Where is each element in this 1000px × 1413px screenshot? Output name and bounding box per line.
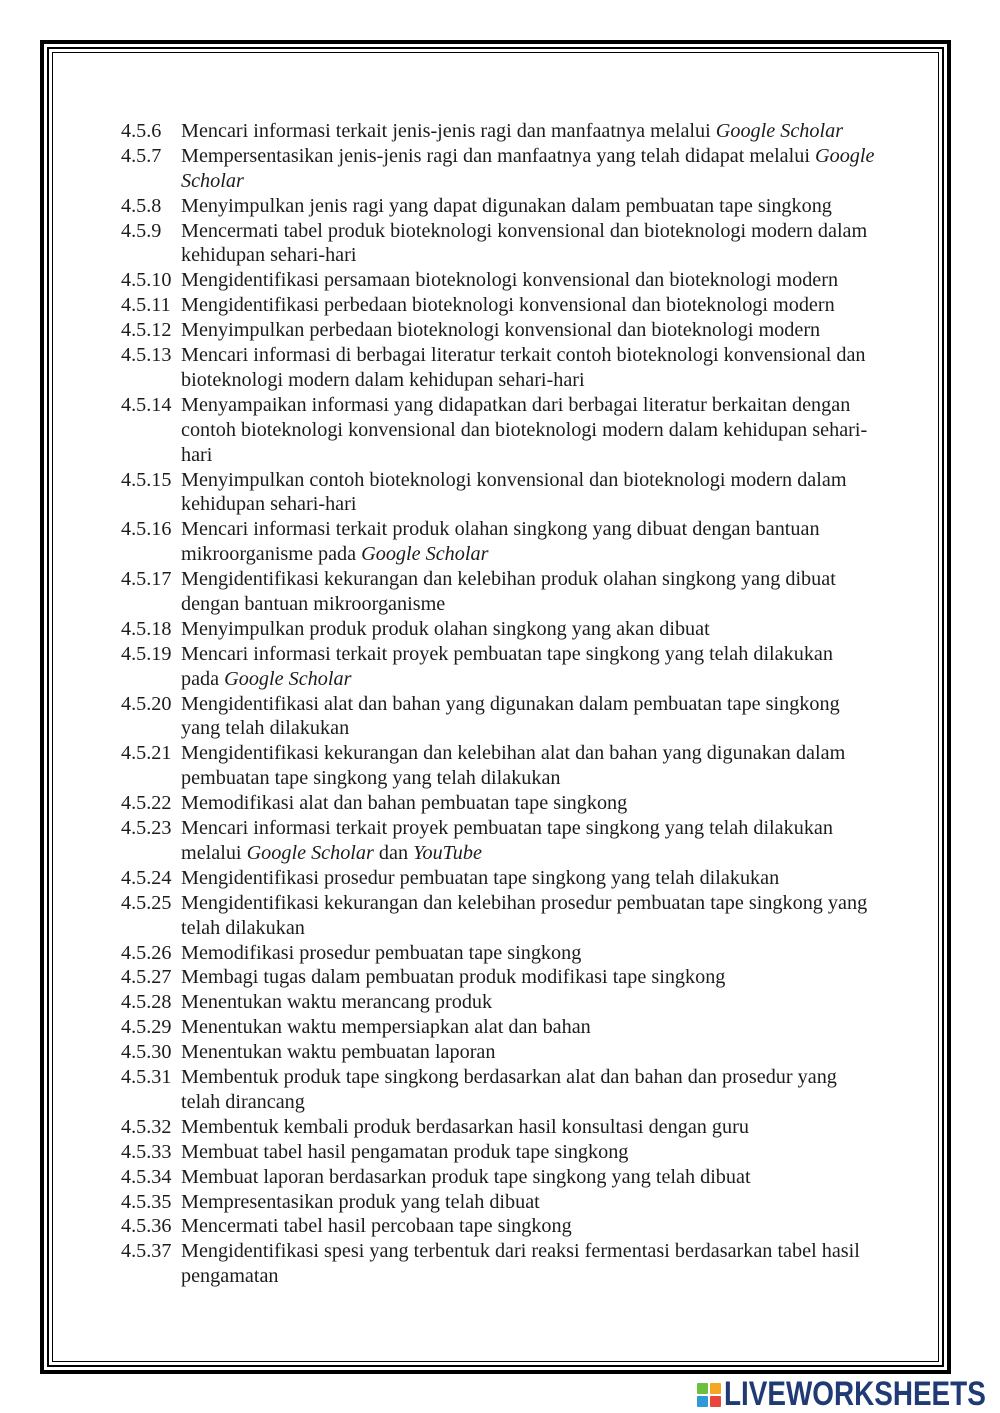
- indicator-line: [181, 965, 725, 990]
- indicator-line: [181, 169, 874, 194]
- indicator-number: 4.5.26: [121, 941, 172, 964]
- indicator-text: [181, 517, 820, 567]
- text-segment: Mengidentifikasi spesi yang terbentuk dari reaksi fermentasi berdasarkan tabel hasil: [181, 1240, 860, 1263]
- text-segment: Membentuk kembali produk berdasarkan hasil konsultasi dengan guru: [181, 1115, 749, 1138]
- indicator-line: [181, 1040, 495, 1065]
- indicator-item: [121, 1140, 874, 1165]
- indicator-number: 4.5.27: [121, 966, 172, 989]
- indicator-line: [181, 866, 779, 891]
- indicator-number: 4.5.20: [121, 692, 172, 715]
- text-segment: Menentukan waktu mempersiapkan alat dan bahan: [181, 1016, 591, 1039]
- italic-term: Google Scholar: [361, 543, 489, 566]
- indicator-number: 4.5.16: [121, 518, 172, 541]
- indicator-line: [181, 468, 847, 493]
- indicator-line: [181, 642, 833, 667]
- indicator-text: [181, 1214, 572, 1239]
- text-segment: kehidupan sehari-hari: [181, 493, 357, 516]
- indicator-number: 4.5.37: [121, 1240, 172, 1263]
- indicator-number: 4.5.13: [121, 344, 172, 367]
- indicator-text: [181, 965, 725, 990]
- indicator-line: [181, 766, 845, 791]
- italic-term: Google Scholar: [715, 120, 844, 142]
- indicator-line: [181, 542, 820, 567]
- text-segment: pengamatan: [181, 1265, 279, 1288]
- italic-term: Google Scholar: [224, 667, 352, 690]
- indicator-item: [121, 567, 874, 617]
- indicator-number: 4.5.21: [121, 742, 172, 765]
- indicator-line: [181, 119, 843, 144]
- indicator-text: [181, 293, 835, 318]
- indicator-number: 4.5.36: [121, 1215, 172, 1238]
- indicator-number: 4.5.19: [121, 642, 172, 665]
- indicator-item: [121, 1115, 874, 1140]
- indicator-number: 4.5.24: [121, 866, 172, 889]
- text-segment: Membuat tabel hasil pengamatan produk tape singkong: [181, 1140, 629, 1163]
- text-segment: Mengidentifikasi perbedaan bioteknologi konvensional dan bioteknologi modern: [181, 294, 835, 317]
- indicator-line: [181, 368, 866, 393]
- indicator-line: [181, 293, 835, 318]
- text-segment: Menentukan waktu merancang produk: [181, 991, 493, 1014]
- indicator-text: [181, 642, 833, 692]
- text-segment: Mencermati tabel produk bioteknologi konvensional dan bioteknologi modern dalam: [181, 219, 868, 242]
- indicator-item: [121, 343, 874, 393]
- indicator-item: [121, 468, 874, 518]
- indicator-line: [181, 990, 492, 1015]
- logo-tile: [710, 1383, 721, 1394]
- indicator-line: [181, 1140, 628, 1165]
- indicator-item: [121, 119, 874, 144]
- text-segment: Mengidentifikasi persamaan bioteknologi konvensional dan bioteknologi modern: [181, 269, 839, 292]
- indicator-item: [121, 1065, 874, 1115]
- text-segment: Mempresentasikan produk yang telah dibuat: [181, 1190, 540, 1213]
- italic-term: YouTube: [413, 841, 482, 864]
- indicator-number: 4.5.30: [121, 1041, 172, 1064]
- text-segment: Mengidentifikasi prosedur pembuatan tape singkong yang telah dilakukan: [181, 866, 780, 889]
- indicator-number: 4.5.28: [121, 991, 172, 1014]
- indicator-line: [181, 916, 867, 941]
- indicator-item: [121, 866, 874, 891]
- indicator-text: [181, 816, 833, 866]
- indicator-text: [181, 1065, 837, 1115]
- indicator-number: 4.5.31: [121, 1066, 172, 1089]
- indicator-line: [181, 194, 832, 219]
- indicator-line: [181, 418, 867, 443]
- indicator-text: [181, 1015, 591, 1040]
- indicator-line: [181, 891, 867, 916]
- text-segment: contoh bioteknologi konvensional dan bioteknologi modern dalam kehidupan sehari-: [181, 418, 868, 441]
- indicator-number: 4.5.11: [121, 294, 171, 317]
- italic-term: Google Scholar: [246, 841, 374, 864]
- text-segment: Mengidentifikasi kekurangan dan kelebihan prosedur pembuatan tape singkong yang: [181, 891, 868, 914]
- indicator-item: [121, 816, 874, 866]
- indicator-text: [181, 1239, 860, 1289]
- indicator-line: [181, 1264, 860, 1289]
- indicator-number: 4.5.9: [121, 219, 162, 242]
- indicator-item: [121, 791, 874, 816]
- indicator-number: 4.5.22: [121, 792, 172, 815]
- indicator-line: [181, 1165, 751, 1190]
- logo-tile: [697, 1396, 708, 1407]
- text-segment: Menyimpulkan perbedaan bioteknologi konvensional dan bioteknologi modern: [181, 319, 821, 342]
- indicator-line: [181, 667, 833, 692]
- indicator-text: [181, 1140, 628, 1165]
- indicator-item: [121, 642, 874, 692]
- text-segment: dan: [373, 841, 414, 864]
- indicator-line: [181, 243, 867, 268]
- indicator-number: 4.5.33: [121, 1140, 172, 1163]
- indicator-item: [121, 1165, 874, 1190]
- indicator-line: [181, 219, 867, 244]
- text-segment: hari: [181, 443, 213, 466]
- indicator-line: [181, 816, 833, 841]
- indicator-item: [121, 517, 874, 567]
- text-segment: Membagi tugas dalam pembuatan produk modifikasi tape singkong: [181, 966, 726, 989]
- indicator-text: [181, 268, 838, 293]
- indicator-number: 4.5.8: [121, 194, 162, 217]
- text-segment: dengan bantuan mikroorganisme: [181, 593, 446, 615]
- indicator-item: [121, 1239, 874, 1289]
- indicator-line: [181, 592, 836, 617]
- indicator-line: [181, 617, 710, 642]
- indicator-item: [121, 318, 874, 343]
- indicator-line: [181, 1239, 860, 1264]
- text-segment: Mengidentifikasi kekurangan dan kelebihan produk olahan singkong yang dibuat: [181, 568, 836, 591]
- logo-tile: [710, 1396, 721, 1407]
- indicator-line: [181, 343, 866, 368]
- text-segment: Mengidentifikasi kekurangan dan kelebihan alat dan bahan yang digunakan dalam: [181, 742, 846, 765]
- indicator-line: [181, 941, 581, 966]
- indicator-item: [121, 194, 874, 219]
- indicator-item: [121, 1040, 874, 1065]
- indicator-number: 4.5.12: [121, 319, 172, 342]
- text-segment: pada: [181, 667, 225, 690]
- liveworksheets-logo: [697, 1377, 992, 1411]
- indicator-number: 4.5.7: [121, 144, 162, 167]
- indicator-number: 4.5.32: [121, 1115, 172, 1138]
- indicator-line: [181, 144, 874, 169]
- indicator-line: [181, 1015, 591, 1040]
- indicator-text: [181, 318, 820, 343]
- indicator-item: [121, 268, 874, 293]
- indicator-item: [121, 293, 874, 318]
- indicator-item: [121, 1214, 874, 1239]
- indicator-text: [181, 891, 867, 941]
- indicator-text: [181, 1190, 540, 1215]
- indicator-line: [181, 1090, 837, 1115]
- indicator-item: [121, 990, 874, 1015]
- italic-term: Google: [815, 144, 875, 167]
- italic-term: Scholar: [181, 169, 244, 192]
- indicator-line: [181, 1190, 540, 1215]
- text-segment: kehidupan sehari-hari: [181, 244, 357, 267]
- indicator-line: [181, 393, 867, 418]
- text-segment: telah dirancang: [181, 1090, 305, 1113]
- text-segment: Menyimpulkan produk produk olahan singkong yang akan dibuat: [181, 617, 710, 640]
- indicator-number: 4.5.15: [121, 468, 172, 491]
- indicator-number: 4.5.25: [121, 891, 172, 914]
- indicator-text: [181, 1165, 751, 1190]
- indicator-item: [121, 692, 874, 742]
- indicator-text: [181, 219, 867, 269]
- indicator-text: [181, 941, 581, 966]
- indicator-line: [181, 268, 838, 293]
- text-segment: mikroorganisme pada: [181, 543, 362, 566]
- text-segment: Mencari informasi di berbagai literatur terkait contoh bioteknologi konvensional dan: [181, 344, 866, 367]
- indicator-number: 4.5.14: [121, 393, 172, 416]
- indicator-text: [181, 1115, 749, 1140]
- indicator-item: [121, 965, 874, 990]
- indicator-text: [181, 468, 847, 518]
- indicator-item: [121, 741, 874, 791]
- text-segment: Membuat laporan berdasarkan produk tape singkong yang telah dibuat: [181, 1165, 751, 1188]
- text-segment: Membentuk produk tape singkong berdasarkan alat dan bahan dan prosedur yang: [181, 1066, 837, 1089]
- text-segment: melalui: [181, 841, 247, 864]
- liveworksheets-tiles-icon: [697, 1383, 721, 1407]
- indicator-number: 4.5.6: [121, 120, 162, 142]
- logo-text: LIVEWORKSHEETS: [724, 1375, 986, 1413]
- indicator-text: [181, 144, 874, 194]
- indicator-text: [181, 617, 710, 642]
- indicator-line: [181, 443, 867, 468]
- indicator-text: [181, 1040, 495, 1065]
- text-segment: Mencari informasi terkait jenis-jenis ragi dan manfaatnya melalui: [181, 120, 716, 142]
- indicator-line: [181, 1065, 837, 1090]
- indicator-line: [181, 841, 833, 866]
- text-segment: telah dilakukan: [181, 916, 305, 939]
- indicator-item: [121, 393, 874, 468]
- indicator-text: [181, 567, 836, 617]
- indicator-line: [181, 318, 820, 343]
- indicator-line: [181, 791, 627, 816]
- text-segment: Menyampaikan informasi yang didapatkan dari berbagai literatur berkaitan dengan: [181, 393, 851, 416]
- text-segment: Memodifikasi prosedur pembuatan tape singkong: [181, 941, 582, 964]
- indicator-number: 4.5.29: [121, 1016, 172, 1039]
- indicator-text: [181, 741, 845, 791]
- indicator-number: 4.5.23: [121, 817, 172, 840]
- indicator-list: [121, 119, 874, 1289]
- text-segment: Mencermati tabel hasil percobaan tape singkong: [181, 1215, 572, 1238]
- indicator-item: [121, 144, 874, 194]
- indicator-line: [181, 741, 845, 766]
- text-segment: Mempersentasikan jenis-jenis ragi dan manfaatnya yang telah didapat melalui: [181, 144, 816, 167]
- indicator-text: [181, 791, 627, 816]
- indicator-text: [181, 990, 492, 1015]
- indicator-item: [121, 1015, 874, 1040]
- logo-tile: [697, 1383, 708, 1394]
- indicator-line: [181, 492, 847, 517]
- indicator-text: [181, 692, 840, 742]
- indicator-text: [181, 343, 866, 393]
- indicator-item: [121, 891, 874, 941]
- indicator-line: [181, 1115, 749, 1140]
- text-segment: Mencari informasi terkait proyek pembuatan tape singkong yang telah dilakukan: [181, 642, 833, 665]
- indicator-text: [181, 194, 832, 219]
- text-segment: Menentukan waktu pembuatan laporan: [181, 1041, 496, 1064]
- indicator-line: [181, 567, 836, 592]
- text-segment: Menyimpulkan jenis ragi yang dapat digunakan dalam pembuatan tape singkong: [181, 194, 832, 217]
- indicator-item: [121, 617, 874, 642]
- indicator-item: [121, 219, 874, 269]
- indicator-number: 4.5.34: [121, 1165, 172, 1188]
- indicator-line: [181, 517, 820, 542]
- indicator-line: [181, 1214, 572, 1239]
- text-segment: Menyimpulkan contoh bioteknologi konvensional dan bioteknologi modern dalam: [181, 468, 847, 491]
- indicator-number: 4.5.17: [121, 568, 172, 591]
- text-segment: Memodifikasi alat dan bahan pembuatan tape singkong: [181, 792, 628, 815]
- text-segment: Mencari informasi terkait produk olahan singkong yang dibuat dengan bantuan: [181, 518, 820, 541]
- indicator-text: [181, 119, 843, 144]
- text-segment: bioteknologi modern dalam kehidupan sehari-hari: [181, 368, 585, 391]
- indicator-text: [181, 393, 867, 468]
- text-segment: pembuatan tape singkong yang telah dilakukan: [181, 767, 561, 790]
- indicator-item: [121, 1190, 874, 1215]
- text-segment: Mengidentifikasi alat dan bahan yang digunakan dalam pembuatan tape singkong: [181, 692, 840, 715]
- indicator-number: 4.5.10: [121, 269, 172, 292]
- indicator-line: [181, 692, 840, 717]
- text-segment: yang telah dilakukan: [181, 717, 350, 740]
- indicator-number: 4.5.35: [121, 1190, 172, 1213]
- indicator-line: [181, 716, 840, 741]
- indicator-text: [181, 866, 779, 891]
- text-segment: Mencari informasi terkait proyek pembuatan tape singkong yang telah dilakukan: [181, 817, 833, 840]
- indicator-item: [121, 941, 874, 966]
- indicator-number: 4.5.18: [121, 617, 172, 640]
